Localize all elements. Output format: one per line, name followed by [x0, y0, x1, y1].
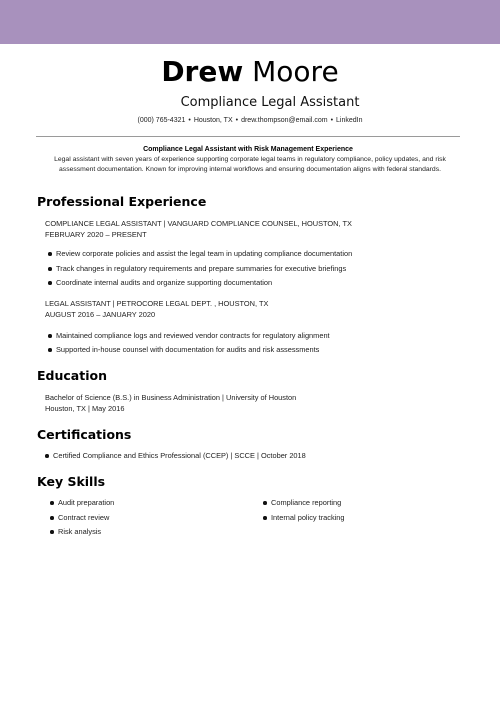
list-item: Maintained compliance logs and reviewed vendor contracts for regulatory alignment — [56, 331, 330, 340]
education-detail: Houston, TX | May 2016 — [45, 404, 125, 413]
job-title-line: COMPLIANCE LEGAL ASSISTANT | VANGUARD COMPLIANCE COUNSEL, HOUSTON, TX — [45, 219, 352, 228]
last-name: Moore — [252, 55, 339, 88]
list-item: Certified Compliance and Ethics Professional (CCEP) | SCCE | October 2018 — [53, 451, 306, 460]
job-dates: AUGUST 2016 – JANUARY 2020 — [45, 310, 156, 319]
phone: (000) 765-4321 — [137, 117, 186, 124]
section-heading-education: Education — [37, 368, 107, 383]
divider — [36, 136, 460, 137]
summary-line: Legal assistant with seven years of experience supporting corporate legal teams in regulatory compliance, policy updates, and risk — [54, 156, 446, 163]
skill-item: Risk analysis — [58, 527, 102, 536]
skill-item: Compliance reporting — [271, 498, 342, 507]
section-heading-experience: Professional Experience — [37, 194, 207, 209]
list-item: Track changes in regulatory requirements and prepare summaries for executive briefings — [56, 264, 347, 273]
skill-item: Contract review — [58, 513, 110, 522]
skill-item: Internal policy tracking — [271, 513, 345, 522]
separator-dot: • — [188, 117, 191, 124]
degree-line: Bachelor of Science (B.S.) in Business Administration | University of Houston — [45, 393, 297, 402]
linkedin-link[interactable]: LinkedIn — [336, 117, 363, 124]
candidate-name — [0, 55, 500, 89]
summary-text — [40, 155, 460, 175]
job-dates: FEBRUARY 2020 – PRESENT — [45, 230, 147, 239]
list-item: Supported in-house counsel with documentation for audits and risk assessments — [56, 345, 320, 354]
job-title-line: LEGAL ASSISTANT | PETROCORE LEGAL DEPT. , HOUSTON, TX — [45, 299, 269, 308]
header-accent-band — [0, 0, 500, 44]
email-link[interactable]: drew.thompson@email.com — [241, 117, 328, 124]
section-heading-skills: Key Skills — [37, 474, 106, 489]
summary-line: assessment documentation. Known for improving internal workflows and ensuring documentation aligns with federal standards. — [59, 166, 441, 173]
list-item: Review corporate policies and assist the legal team in updating compliance documentation — [56, 249, 353, 258]
section-heading-certifications: Certifications — [37, 427, 132, 442]
separator-dot: • — [330, 117, 334, 124]
first-name: Drew — [161, 55, 244, 88]
summary-heading: Compliance Legal Assistant with Risk Management Experience — [143, 146, 353, 153]
list-item: Coordinate internal audits and organize supporting documentation — [56, 278, 273, 287]
separator-dot: • — [235, 117, 239, 124]
location: Houston, TX — [193, 117, 233, 124]
job-title: Compliance Legal Assistant — [180, 95, 360, 110]
skill-item: Audit preparation — [58, 498, 115, 507]
contact-line — [0, 117, 500, 124]
